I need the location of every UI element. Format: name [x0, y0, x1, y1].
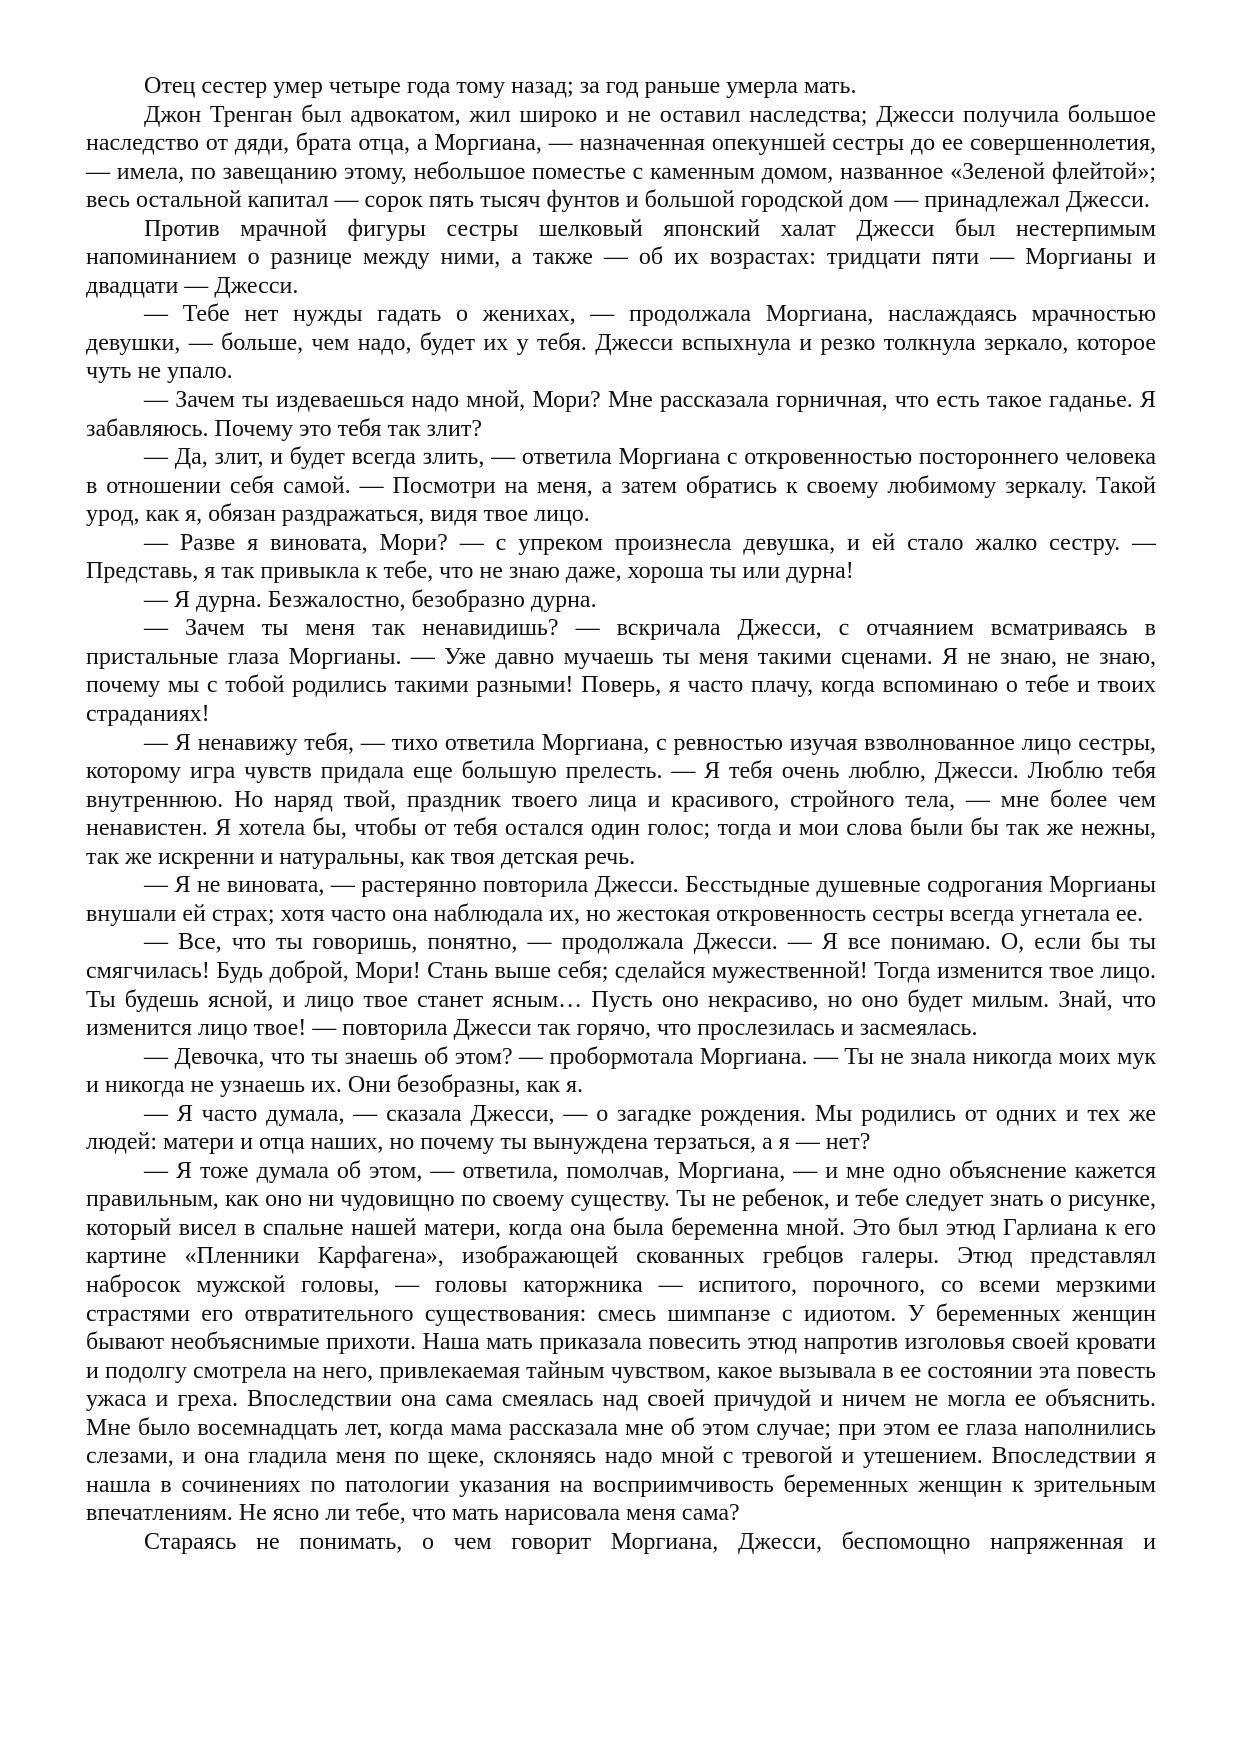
paragraph: — Зачем ты издеваешься надо мной, Мори? Мне рассказала горничная, что есть такое гаданье. Я забавляюсь. Почему это тебя так злит?	[86, 387, 1156, 442]
paragraph: — Я не виновата, — растерянно повторила Джесси. Бесстыдные душевные содрогания Моргианы внушали ей страх; хотя часто она наблюдала их, но жестокая откровенность сестры всегда угнетала ее.	[86, 872, 1156, 927]
paragraph: — Разве я виновата, Мори? — с упреком произнесла девушка, и ей стало жалко сестру. — Представь, я так привыкла к тебе, что не знаю даже, хороша ты или дурна!	[86, 529, 1156, 585]
paragraph: — Зачем ты меня так ненавидишь? — вскричала Джесси, с отчаянием всматриваясь в пристальные глаза Моргианы. — Уже давно мучаешь ты меня такими сценами. Я не знаю, не знаю, почему мы с тобой родились такими разными! Поверь, я часто плачу, когда вспоминаю о тебе и твоих страданиях!	[86, 615, 1156, 728]
paragraph: Стараясь не понимать, о чем говорит Моргиана, Джесси, беспомощно напряженная и	[144, 1528, 1156, 1555]
paragraph: — Я дурна. Безжалостно, безобразно дурна.	[144, 586, 597, 613]
document-page	[86, 72, 1156, 1556]
paragraph: Против мрачной фигуры сестры шелковый японский халат Джесси был нестерпимым напоминанием о разнице между ними, а также — об их возрастах: тридцати пяти — Моргианы и двадцати — Джесси.	[86, 215, 1156, 299]
paragraph: — Я ненавижу тебя, — тихо ответила Моргиана, с ревностью изучая взволнованное лицо сестры, которому игра чувств придала еще большую прелесть. — Я тебя очень люблю, Джесси. Люблю тебя внутреннюю. Но наряд твой, праздник твоего лица и красивого, стройного тела, — мне более чем ненавистен. Я хотела бы, чтобы от тебя остался один голос; тогда и мои слова были бы так же нежны, так же искренни и натуральны, как твоя детская речь.	[86, 729, 1156, 870]
paragraph: — Все, что ты говоришь, понятно, — продолжала Джесси. — Я все понимаю. О, если бы ты смягчилась! Будь доброй, Мори! Стань выше себя; сделайся мужественной! Тогда изменится твое лицо. Ты будешь ясной, и лицо твое станет ясным… Пусть оно некрасиво, но оно будет милым. Знай, что изменится лицо твое! — повторила Джесси так горячо, что прослезилась и засмеялась.	[86, 929, 1156, 1042]
paragraph: Джон Тренган был адвокатом, жил широко и не оставил наследства; Джесси получила большое наследство от дяди, брата отца, а Моргиана, — назначенная опекуншей сестры до ее совершеннолетия, — имела, по завещанию этому, небольшое поместье с каменным домом, названное «Зеленой флейтой»; весь остальной капитал — сорок пять тысяч фунтов и большой городской дом — принадлежал Джесси.	[86, 101, 1156, 214]
paragraph: — Девочка, что ты знаешь об этом? — пробормотала Моргиана. — Ты не знала никогда моих мук и никогда не узнаешь их. Они безобразны, как я.	[86, 1043, 1156, 1099]
paragraph: — Да, злит, и будет всегда злить, — ответила Моргиана с откровенностью постороннего человека в отношении себя самой. — Посмотри на меня, а затем обратись к своему любимому зеркалу. Такой урод, как я, обязан раздражаться, видя твое лицо.	[86, 444, 1156, 528]
paragraph: — Тебе нет нужды гадать о женихах, — продолжала Моргиана, наслаждаясь мрачностью девушки, — больше, чем надо, будет их у тебя. Джесси вспыхнула и резко толкнула зеркало, которое чуть не упало.	[86, 301, 1156, 385]
paragraph: Отец сестер умер четыре года тому назад; за год раньше умерла мать.	[144, 73, 857, 99]
paragraph: — Я часто думала, — сказала Джесси, — о загадке рождения. Мы родились от одних и тех же людей: матери и отца наших, но почему ты вынуждена терзаться, а я — нет?	[86, 1100, 1156, 1156]
paragraph: — Я тоже думала об этом, — ответила, помолчав, Моргиана, — и мне одно объяснение кажется правильным, как оно ни чудовищно по своему существу. Ты не ребенок, и тебе следует знать о рисунке, который висел в спальне нашей матери, когда она была беременна мной. Это был этюд Гарлиана к его картине «Пленники Карфагена», изображающей скованных гребцов галеры. Этюд представлял набросок мужской головы, — головы каторжника — испитого, порочного, со всеми мерзкими страстями его отвратительного существования: смесь шимпанзе с идиотом. У беременных женщин бывают необъяснимые прихоти. Наша мать приказала повесить этюд напротив изголовья своей кровати и подолгу смотрела на него, привлекаемая тайным чувством, какое вызывала в ее состоянии эта повесть ужаса и греха. Впоследствии она сама смеялась над своей причудой и ничем не могла ее объяснить. Мне было восемнадцать лет, когда мама рассказала мне об этом случае; при этом ее глаза наполнились слезами, и она гладила меня по щеке, склоняясь надо мной с тревогой и утешением. Впоследствии я нашла в сочинениях по патологии указания на восприимчивость беременных женщин к зрительным впечатлениям. Не ясно ли тебе, что мать нарисовала меня сама?	[86, 1157, 1156, 1527]
